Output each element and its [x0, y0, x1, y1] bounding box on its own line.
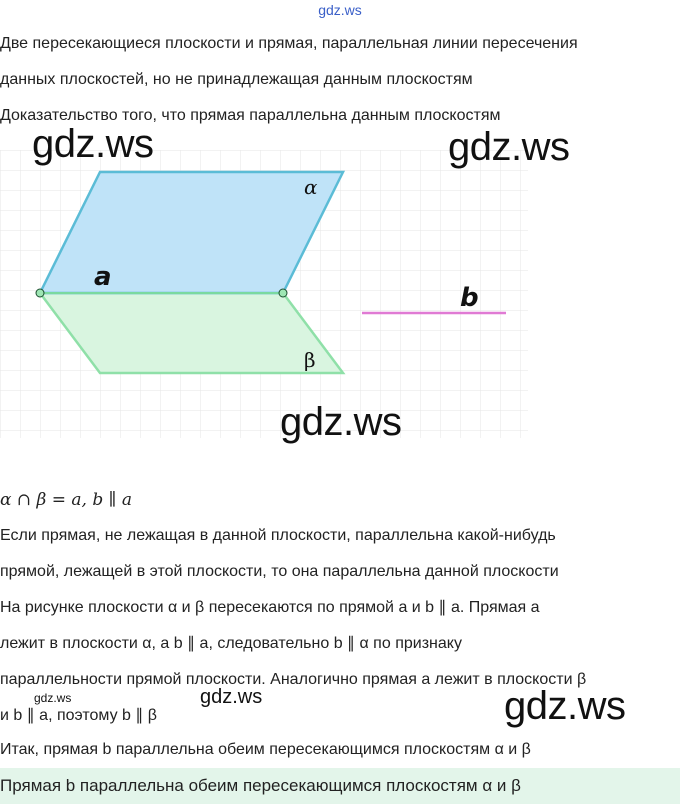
paragraph-line-3: На рисунке плоскости α и β пересекаются по прямой a и b ∥ a. Прямая a — [0, 599, 540, 616]
conclusion-line: Прямая b параллельна обеим пересекающимся плоскостям α и β — [0, 776, 521, 795]
watermark-top: gdz.ws — [318, 2, 362, 18]
intro-line-3: Доказательство того, что прямая параллельна данным плоскостям — [0, 107, 501, 124]
paragraph-line-5: параллельности прямой плоскости. Аналогично прямая a лежит в плоскости β — [0, 671, 587, 688]
point-a-right — [279, 289, 287, 297]
point-a-left — [36, 289, 44, 297]
watermark-big-4: gdz.ws — [504, 684, 626, 728]
watermark-big-3: gdz.ws — [280, 400, 402, 444]
label-a: a — [94, 262, 112, 292]
watermark-small: gdz.ws — [34, 691, 72, 705]
watermark-big-1: gdz.ws — [32, 122, 154, 166]
intro-line-2: данных плоскостей, но не принадлежащая данным плоскостям — [0, 71, 473, 88]
paragraph-line-1: Если прямая, не лежащая в данной плоскости, параллельна какой-нибудь — [0, 527, 556, 544]
label-b: b — [460, 283, 479, 313]
paragraph-line-2: прямой, лежащей в этой плоскости, то она параллельна данной плоскости — [0, 563, 559, 580]
paragraph-line-7: Итак, прямая b параллельна обеим пересекающимся плоскостям α и β — [0, 741, 531, 758]
paragraph-line-4: лежит в плоскости α, а b ∥ a, следовательно b ∥ α по признаку — [0, 635, 462, 652]
label-beta: β — [304, 348, 316, 372]
formula: α ∩ β = a, b ∥ a — [0, 490, 133, 510]
watermark-mid: gdz.ws — [200, 686, 263, 708]
label-alpha: α — [304, 175, 318, 199]
watermark-big-2: gdz.ws — [448, 125, 570, 169]
planes-figure — [0, 150, 530, 440]
paragraph-line-6: и b ∥ a, поэтому b ∥ β — [0, 707, 157, 724]
intro-line-1: Две пересекающиеся плоскости и прямая, параллельная линии пересечения — [0, 35, 578, 52]
